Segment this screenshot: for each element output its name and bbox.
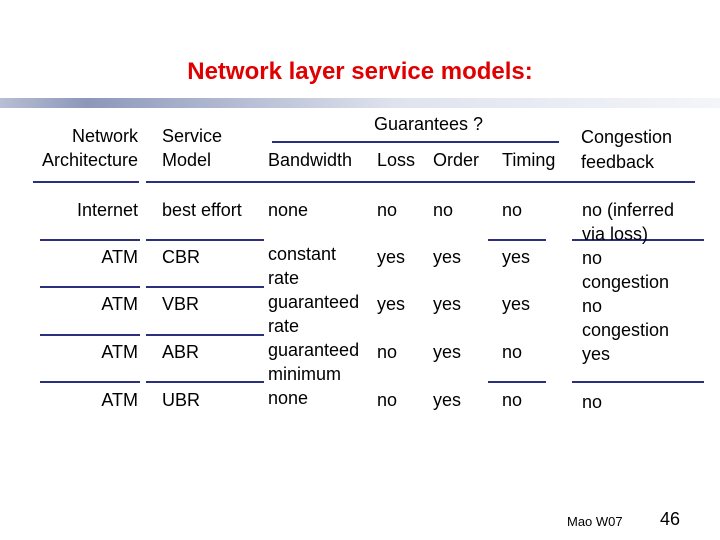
bandwidth-line: constant: [268, 244, 337, 264]
row-5-order: yes: [433, 390, 462, 410]
row-4-timing: no: [502, 342, 523, 362]
footer-author: Mao W07: [567, 514, 623, 529]
row-3-timing: yes: [502, 294, 531, 314]
row-1-architecture: Internet: [76, 200, 138, 220]
header-order: Order: [433, 150, 480, 170]
row-separator: [146, 239, 264, 241]
row-4-service-model: ABR: [162, 342, 200, 362]
header-timing: Timing: [502, 150, 556, 170]
header-service-line-2: Model: [162, 150, 212, 170]
row-3-loss: yes: [377, 294, 406, 314]
row-2-timing: yes: [502, 247, 531, 267]
row-2-loss: yes: [377, 247, 406, 267]
row-1-timing: no: [502, 200, 523, 220]
header-architecture-line-1: Network: [71, 126, 138, 146]
row-separator: [488, 239, 546, 241]
bandwidth-line: rate: [268, 268, 300, 288]
congestion-line: yes: [582, 344, 611, 364]
congestion-line: no: [582, 392, 603, 412]
bandwidth-line: guaranteed: [268, 340, 360, 360]
header-loss: Loss: [377, 150, 416, 170]
row-5-timing: no: [502, 390, 523, 410]
row-1-bandwidth: none: [268, 200, 309, 220]
row-separator: [40, 239, 140, 241]
bandwidth-line: rate: [268, 316, 300, 336]
bandwidth-line: none: [268, 388, 309, 408]
row-separator: [40, 381, 140, 383]
row-2-service-model: CBR: [162, 247, 201, 267]
row-4-order: yes: [433, 342, 462, 362]
row-separator: [488, 381, 546, 383]
congestion-line: congestion: [582, 320, 670, 340]
guarantees-underline: [272, 141, 559, 143]
row-1-order: no: [433, 200, 454, 220]
row-3-order: yes: [433, 294, 462, 314]
row-2-order: yes: [433, 247, 462, 267]
page-number: 46: [660, 509, 681, 529]
slide-title: Network layer service models:: [187, 58, 533, 85]
title-divider: [0, 98, 720, 108]
row-5-service-model: UBR: [162, 390, 201, 410]
row-5-architecture: ATM: [101, 390, 138, 410]
bandwidth-line: guaranteed: [268, 292, 360, 312]
row-separator: [146, 286, 264, 288]
header-guarantees: Guarantees ?: [374, 114, 484, 134]
congestion-line: congestion: [582, 272, 670, 292]
row-separator: [40, 286, 140, 288]
row-4-loss: no: [377, 342, 398, 362]
row-5-loss: no: [377, 390, 398, 410]
header-bandwidth: Bandwidth: [268, 150, 353, 170]
bandwidth-line: minimum: [268, 364, 342, 384]
row-3-architecture: ATM: [101, 294, 138, 314]
row-4-architecture: ATM: [101, 342, 138, 362]
congestion-line: no: [582, 296, 603, 316]
row-1-service-model: best effort: [162, 200, 242, 220]
row-separator: [572, 381, 704, 383]
row-1-loss: no: [377, 200, 398, 220]
row-3-service-model: VBR: [162, 294, 200, 314]
header-congestion-line-1: Congestion: [581, 127, 673, 147]
header-congestion-line-2: feedback: [581, 152, 655, 172]
row-separator: [40, 334, 140, 336]
header-service-line-1: Service: [162, 126, 223, 146]
row-separator: [146, 381, 264, 383]
congestion-line: no (inferred: [582, 200, 675, 220]
row-separator: [146, 334, 264, 336]
header-underline: [146, 181, 695, 183]
congestion-line: no: [582, 248, 603, 268]
congestion-line: via loss): [582, 224, 649, 244]
header-architecture-line-2: Architecture: [41, 150, 138, 170]
row-2-architecture: ATM: [101, 247, 138, 267]
header-underline: [33, 181, 139, 183]
